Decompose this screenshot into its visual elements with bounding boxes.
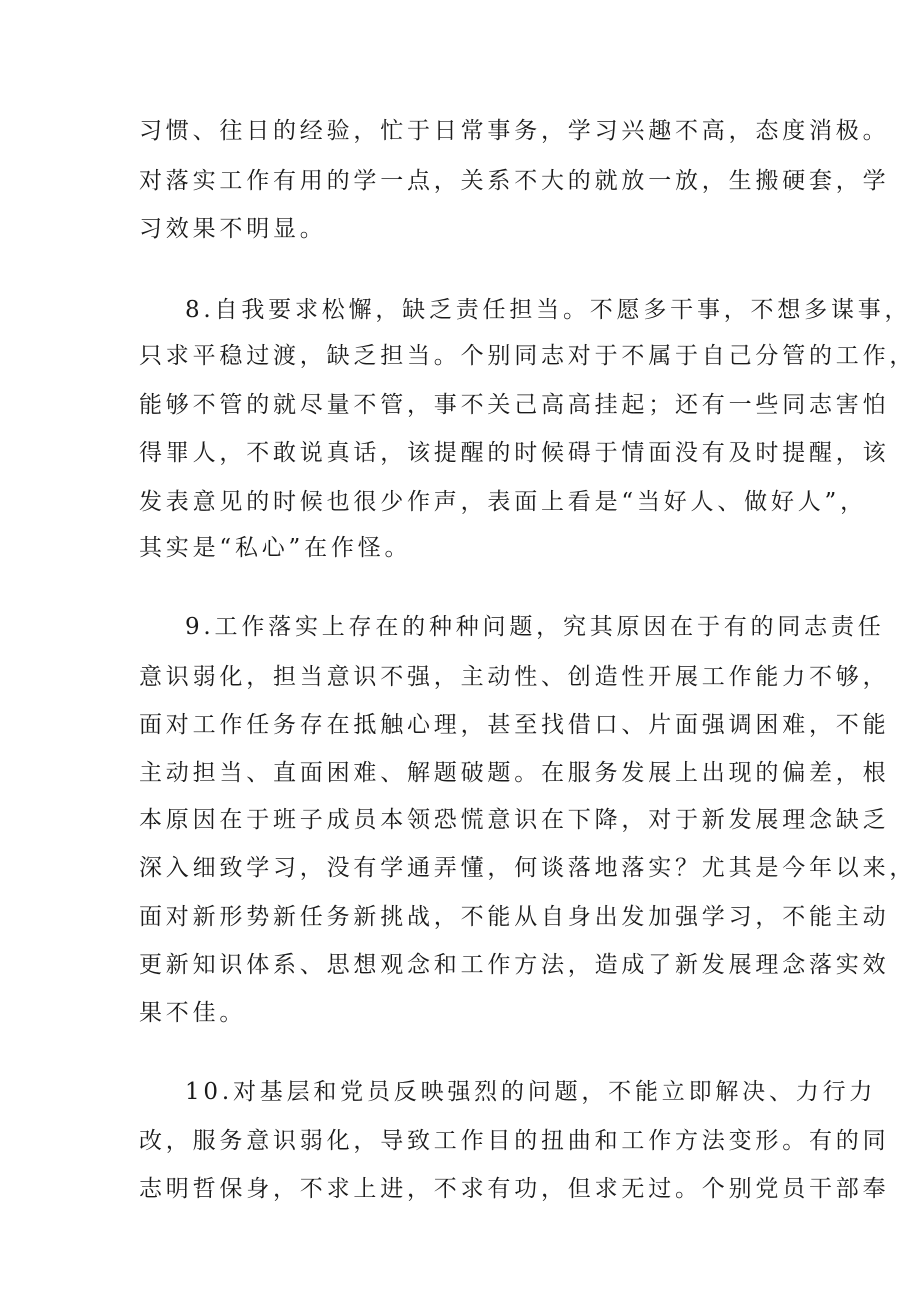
text-line: 得罪人，不敢说真话，该提醒的时候碍于情面没有及时提醒，该 [139, 440, 890, 466]
paragraph-8-start: 8.自我要求松懈，缺乏责任担当。不愿多干事，不想多谋事， [185, 297, 912, 323]
text-line: 更新知识体系、思想观念和工作方法，造成了新发展理念落实效 [139, 952, 890, 978]
text-line: 其实是“私心”在作怪。 [139, 535, 412, 561]
text-line: 面对工作任务存在抵触心理，甚至找借口、片面强调困难，不能 [139, 712, 890, 738]
text-line: 习效果不明显。 [139, 216, 327, 242]
text-line: 习惯、往日的经验，忙于日常事务，学习兴趣不高，态度消极。 [139, 118, 890, 144]
text-line: 意识弱化，担当意识不强，主动性、创造性开展工作能力不够， [139, 664, 890, 690]
text-line: 本原因在于班子成员本领恐慌意识在下降，对于新发展理念缺乏 [139, 807, 890, 833]
text-line: 果不佳。 [139, 1000, 247, 1026]
paragraph-10-start: 10.对基层和党员反映强烈的问题，不能立即解决、力行力 [185, 1079, 877, 1105]
text-line: 发表意见的时候也很少作声，表面上看是“当好人、做好人”， [139, 489, 867, 515]
text-line: 只求平稳过渡，缺乏担当。个别同志对于不属于自己分管的工作， [139, 343, 917, 369]
paragraph-9-start: 9.工作落实上存在的种种问题，究其原因在于有的同志责任 [185, 614, 885, 640]
text-line: 志明哲保身，不求上进，不求有功，但求无过。个别党员干部奉 [139, 1176, 890, 1202]
text-line: 对落实工作有用的学一点，关系不大的就放一放，生搬硬套，学 [139, 168, 890, 194]
text-line: 主动担当、直面困难、解题破题。在服务发展上出现的偏差，根 [139, 760, 890, 786]
text-line: 能够不管的就尽量不管，事不关己高高挂起；还有一些同志害怕 [139, 392, 890, 418]
text-line: 深入细致学习，没有学通弄懂，何谈落地落实？尤其是今年以来， [139, 855, 917, 881]
text-line: 面对新形势新任务新挑战，不能从自身出发加强学习，不能主动 [139, 904, 890, 930]
text-line: 改，服务意识弱化，导致工作目的扭曲和工作方法变形。有的同 [139, 1128, 890, 1154]
